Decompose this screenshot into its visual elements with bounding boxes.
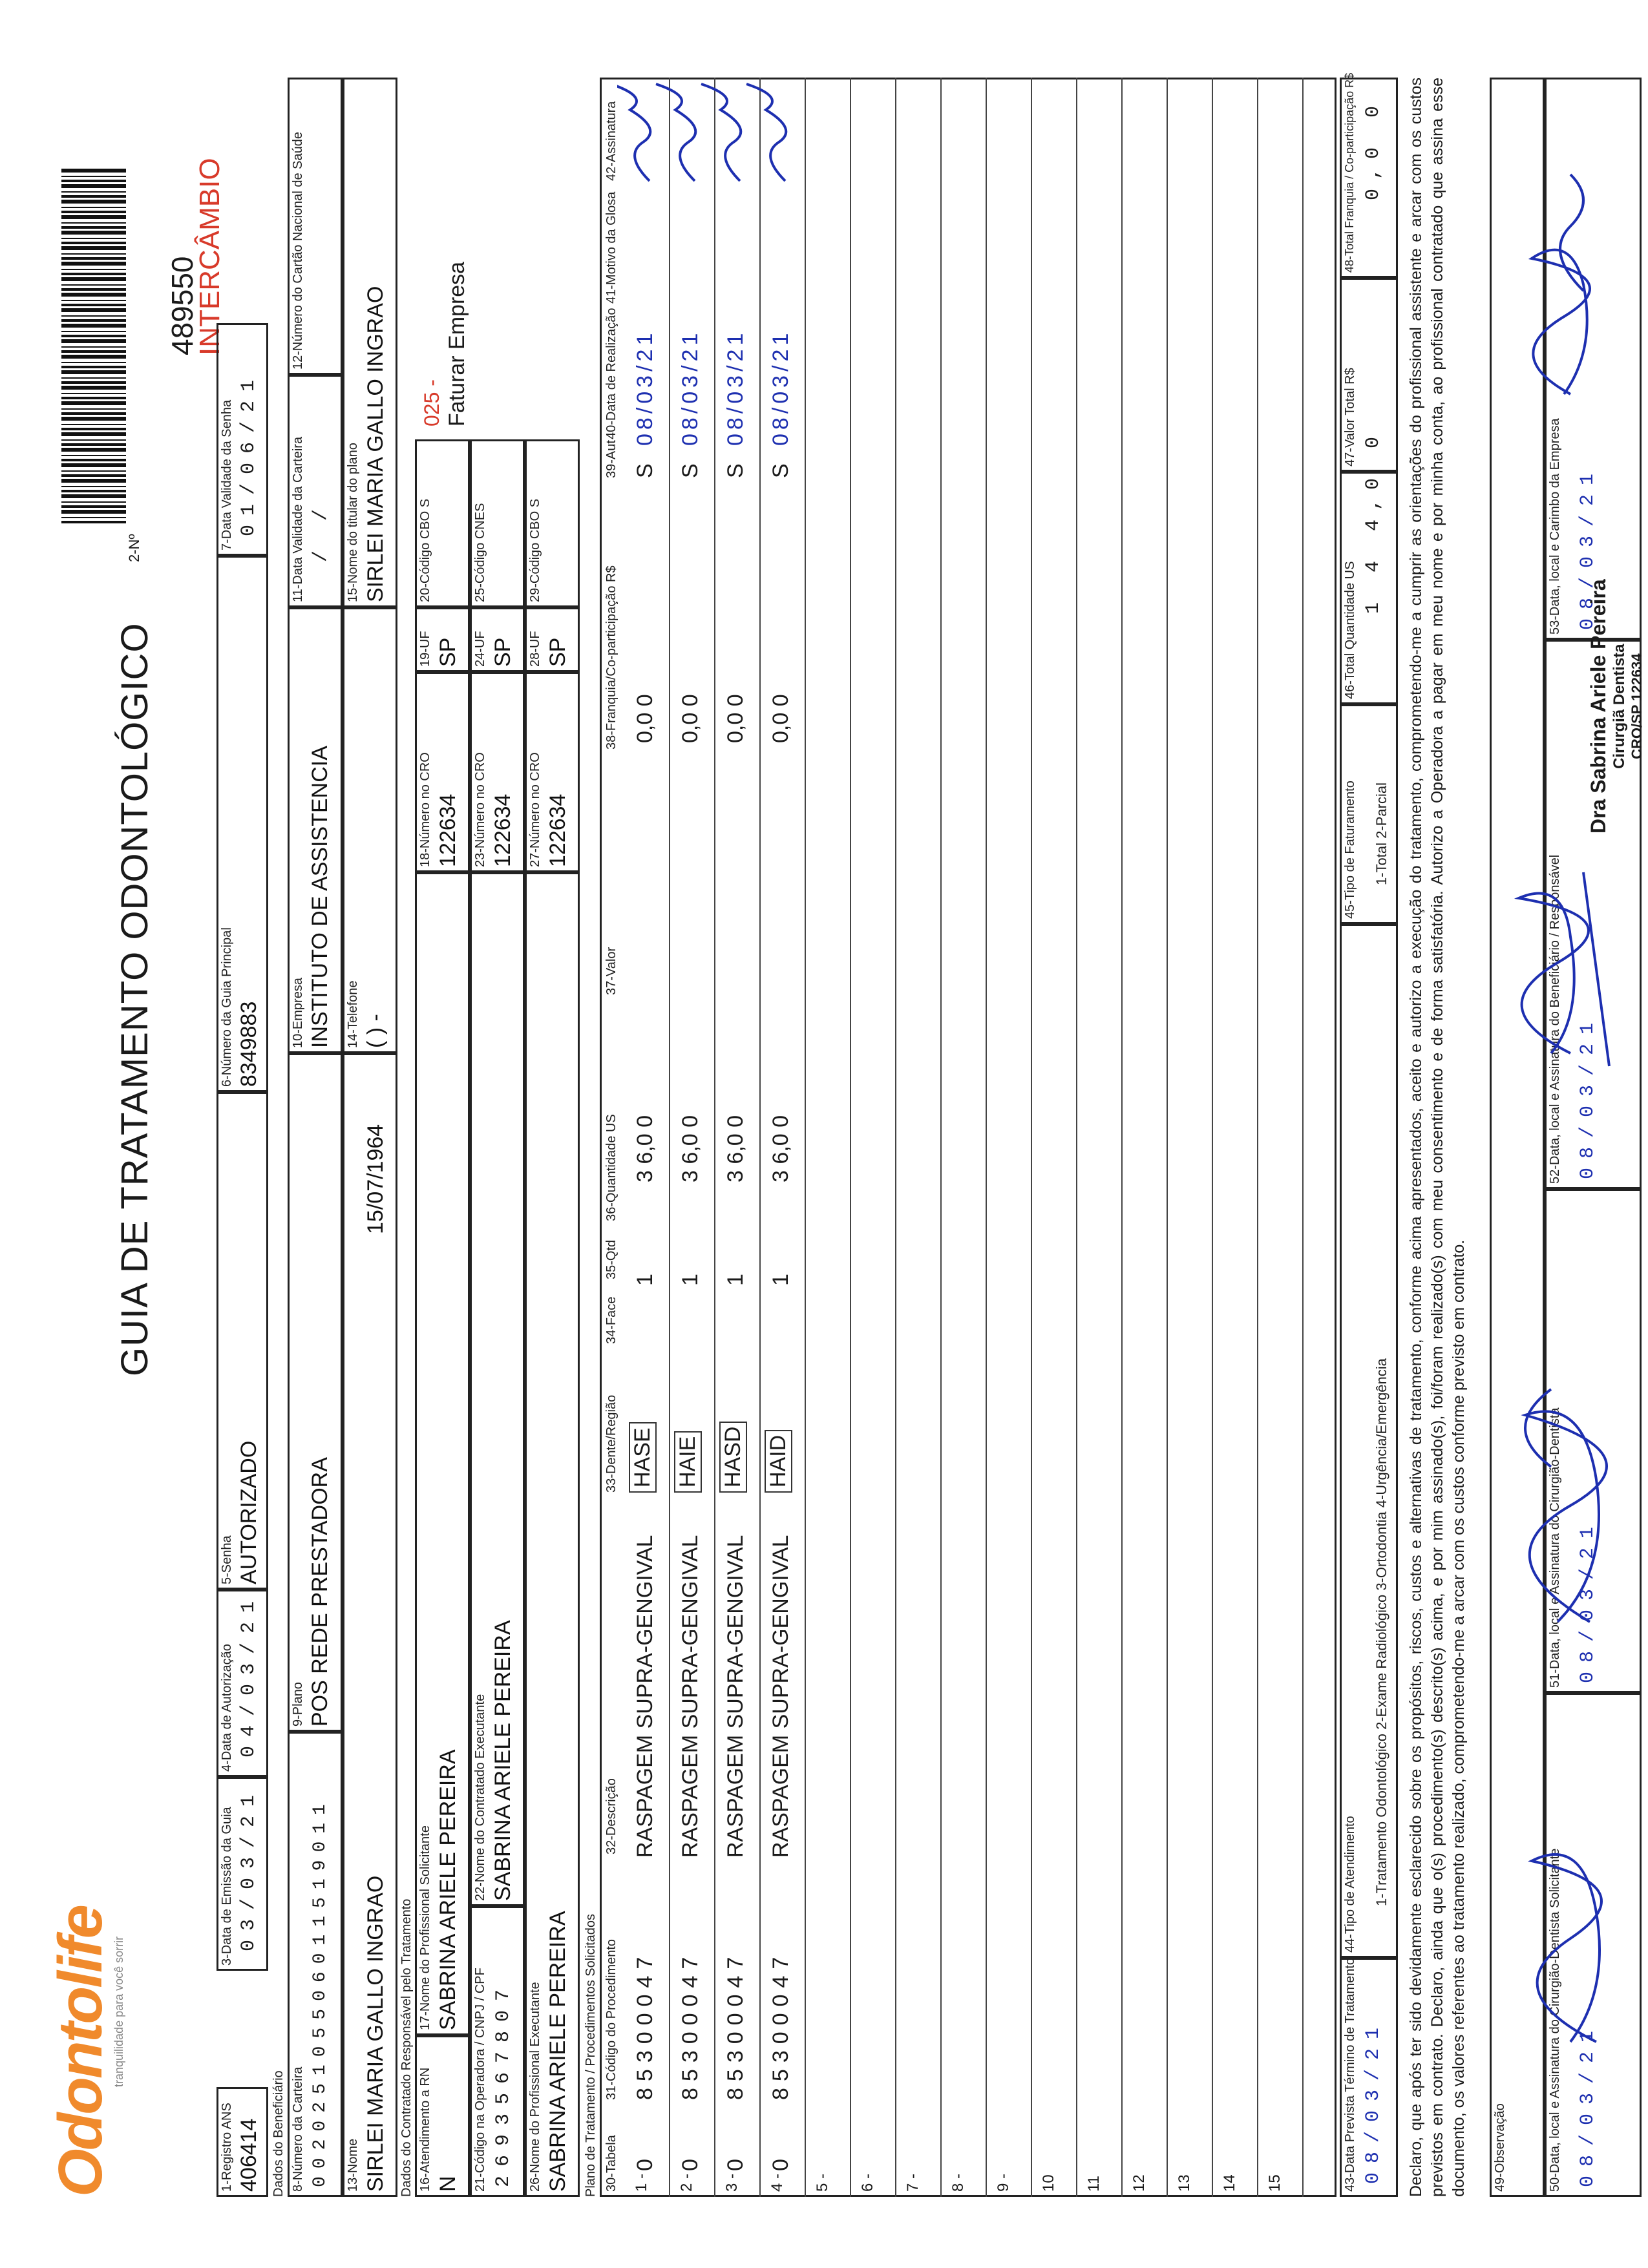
field-6-label: 6-Número da Guia Principal: [220, 927, 234, 1087]
field-7-label: 7-Data Validade da Senha: [220, 399, 234, 551]
field-23-label: 23-Número no CRO: [473, 752, 487, 867]
cell-codigo[interactable]: 85300047: [768, 1950, 793, 2100]
field-21-value[interactable]: 2693567807: [492, 1980, 514, 2187]
field-17-value[interactable]: SABRINA ARIELE PEREIRA: [436, 1749, 460, 2030]
stamp-role: Cirurgiã Dentista: [1611, 644, 1628, 769]
cell-franquia[interactable]: 0,0 0: [768, 694, 793, 743]
field-26-label: 26-Nome do Profissional Executante: [528, 1982, 542, 2192]
section-beneficiario: Dados do Beneficiário: [271, 2070, 286, 2197]
field-3-label: 3-Data de Emissão da Guia: [220, 1807, 234, 1966]
cell-tabela[interactable]: 0: [768, 2159, 793, 2171]
field-28-label: 28-UF: [528, 631, 542, 667]
field-9-label: 9-Plano: [291, 1682, 305, 1727]
cell-data[interactable]: 08/03/21: [633, 329, 657, 446]
brand-tagline: tranquilidade para você sorrir: [112, 1936, 125, 2087]
field-8-value[interactable]: 002025105506011519011: [310, 1796, 330, 2187]
cell-n: 1 -: [633, 2173, 650, 2192]
field-24-label: 24-UF: [473, 631, 487, 667]
cell-codigo[interactable]: 85300047: [633, 1950, 657, 2100]
form-title: GUIA DE TRATAMENTO ODONTOLÓGICO: [114, 622, 156, 1376]
col-assinatura: 42-Assinatura: [604, 101, 618, 181]
intercambio-label: INTERCÂMBIO: [194, 158, 226, 355]
field-18-value[interactable]: 122634: [436, 793, 460, 867]
field-25-label: 25-Código CNES: [473, 503, 487, 602]
field-14-value[interactable]: ( ) -: [363, 1014, 388, 1048]
field-24-value[interactable]: SP: [491, 637, 515, 667]
cell-qtd[interactable]: 1: [723, 1274, 748, 1286]
field-49-label: 49-Observação: [1493, 2103, 1507, 2192]
field-53-value[interactable]: 08/03/21: [1577, 464, 1599, 630]
field-15-label: 15-Nome do titular do plano: [346, 443, 360, 602]
col-data: 40-Data de Realização: [604, 308, 618, 439]
cell-codigo[interactable]: 85300047: [723, 1950, 748, 2100]
section-contratado: Dados do Contratado Responsável pelo Tratamento: [399, 1898, 414, 2197]
cell-n: 13: [1176, 2174, 1193, 2192]
cell-dente[interactable]: HASE: [629, 1422, 657, 1493]
field-13-label: 13-Nome: [346, 2138, 360, 2192]
brand-name: Odontolife: [46, 1906, 115, 2197]
cell-dente[interactable]: HASD: [719, 1422, 747, 1493]
field-44-options[interactable]: 1-Tratamento Odontológico 2-Exame Radiológico 3-Ortodontia 4-Urgência/Emergência: [1373, 1358, 1389, 1906]
field-47-label: 47-Valor Total R$: [1343, 368, 1357, 467]
stamp-cro: CRO/SP 122634: [1629, 653, 1645, 759]
cell-data[interactable]: 08/03/21: [768, 329, 793, 446]
cell-aut[interactable]: S: [723, 463, 748, 478]
cell-n: 12: [1130, 2174, 1148, 2192]
field-15-value[interactable]: SIRLEI MARIA GALLO INGRAO: [363, 286, 388, 602]
field-19-value[interactable]: SP: [436, 637, 460, 667]
cell-us[interactable]: 3 6,0 0: [768, 1115, 793, 1182]
field-52-value[interactable]: 08/03/21: [1577, 1013, 1599, 1179]
field-51-label: 51-Data, local e Assinatura do Cirurgião-Dentista: [1548, 1407, 1562, 1688]
field-44-label: 44-Tipo de Atendimento: [1343, 1816, 1357, 1953]
cell-franquia[interactable]: 0,0 0: [678, 694, 703, 743]
field-27-label: 27-Número no CRO: [528, 752, 542, 867]
field-18-label: 18-Número no CRO: [418, 752, 432, 867]
field-29-label: 29-Código CBO S: [528, 498, 542, 602]
cell-qtd[interactable]: 1: [768, 1274, 793, 1286]
cell-descricao[interactable]: RASPAGEM SUPRA-GENGIVAL: [678, 1535, 703, 1858]
field-27-value[interactable]: 122634: [545, 793, 570, 867]
col-face: 34-Face: [604, 1296, 618, 1344]
cell-n: 14: [1221, 2174, 1238, 2192]
field-48-label: 48-Total Franquia / Co-participação R$: [1343, 72, 1356, 273]
cell-franquia[interactable]: 0,0 0: [723, 694, 748, 743]
col-qtd: 35-Qtd: [604, 1239, 618, 1279]
col-codigo: 31-Código do Procedimento: [604, 1938, 618, 2100]
cell-data[interactable]: 08/03/21: [678, 329, 703, 446]
field-13-value[interactable]: SIRLEI MARIA GALLO INGRAO: [363, 1875, 388, 2192]
field-22-label: 22-Nome do Contratado Executante: [473, 1694, 487, 1901]
cell-n: 11: [1085, 2176, 1103, 2192]
field-28-value[interactable]: SP: [545, 637, 570, 667]
field-6-value[interactable]: 8349883: [237, 1001, 261, 1087]
cell-n: 15: [1266, 2174, 1284, 2192]
cell-data[interactable]: 08/03/21: [723, 329, 748, 446]
col-glosa: 41-Motivo da Glosa: [604, 191, 618, 304]
cell-tabela[interactable]: 0: [678, 2159, 703, 2171]
cell-tabela[interactable]: 0: [723, 2159, 748, 2171]
col-valor: 37-Valor: [604, 947, 618, 995]
field-45-options[interactable]: 1-Total 2-Parcial: [1373, 782, 1389, 885]
cell-n: 7 -: [904, 2173, 922, 2192]
cell-n: 5 -: [814, 2173, 831, 2192]
col-tabela: 30-Tabela: [604, 2135, 618, 2192]
cell-descricao[interactable]: RASPAGEM SUPRA-GENGIVAL: [723, 1535, 748, 1858]
col-us: 36-Quantidade US: [604, 1114, 618, 1221]
billing-code: 025 -: [420, 379, 443, 426]
guide-number-label: 2-Nº: [126, 534, 142, 562]
cell-n: 2 -: [678, 2173, 695, 2192]
field-16-value[interactable]: N: [436, 2176, 460, 2192]
cell-codigo[interactable]: 85300047: [678, 1950, 703, 2100]
field-20-label: 20-Código CBO S: [418, 498, 432, 602]
cell-qtd[interactable]: 1: [678, 1274, 703, 1286]
field-21-label: 21-Código na Operadora / CNPJ / CPF: [473, 1968, 487, 2192]
field-12-label: 12-Número do Cartão Nacional de Saúde: [291, 132, 305, 370]
cell-aut[interactable]: S: [633, 463, 657, 478]
field-45-label: 45-Tipo de Faturamento: [1343, 781, 1357, 919]
cell-n: 10: [1040, 2174, 1057, 2192]
field-4-label: 4-Data de Autorização: [220, 1644, 234, 1772]
declaration-text: Declaro, que após ter sido devidamente esclarecido sobre os propósitos, riscos, custos e alternativas de tratamento, conforme acima apresentados, aceito e autorizo a execução do tratamento, comprometendo-me a cumprir as orientações do profissional assistente e arcar com os custos previstos em contrato. Declaro, ainda que o(s) procedimento(s) descrito(s) acima, e por mim assinado(s), foi/foram realizado(s) com meu consentimento e de forma satisfatória. Autorizo a Operadora a pagar em meu nome e por minha conta, ao profissional contratado que assina esse documento, os valores referentes ao tratamento realizado, comprometendo-me a arcar com os custos conforme previsto em contrato.: [1407, 78, 1468, 2197]
field-14-label: 14-Telefone: [346, 980, 360, 1048]
cell-dente[interactable]: HAID: [765, 1430, 792, 1493]
field-11-label: 11-Data Validade da Carteira: [291, 436, 305, 602]
field-46-label: 46-Total Quantidade US: [1343, 561, 1357, 699]
cell-tabela[interactable]: 0: [633, 2159, 657, 2171]
field-16-label: 16-Atendimento a RN: [418, 2067, 432, 2192]
field-50-label: 50-Data, local e Assinatura do Cirurgião-Dentista Solicitante: [1548, 1848, 1562, 2192]
field-51-value[interactable]: 08/03/21: [1577, 1517, 1599, 1683]
cell-n: 9 -: [995, 2173, 1012, 2192]
guide-number: 489550: [165, 256, 199, 355]
cell-franquia[interactable]: 0,0 0: [633, 694, 657, 743]
cell-n: 3 -: [723, 2173, 741, 2192]
col-descricao: 32-Descrição: [604, 1778, 618, 1854]
field-17-label: 17-Nome do Profissional Solicitante: [418, 1825, 432, 2030]
field-48-value[interactable]: 0,0 0: [1362, 96, 1384, 200]
cell-aut[interactable]: S: [768, 463, 793, 478]
cell-descricao[interactable]: RASPAGEM SUPRA-GENGIVAL: [633, 1535, 657, 1858]
field-53-label: 53-Data, local e Carimbo da Empresa: [1548, 418, 1562, 635]
field-10-value[interactable]: INSTITUTO DE ASSISTENCIA: [308, 746, 332, 1048]
stamp-name: Dra Sabrina Ariele Pereira: [1587, 579, 1610, 834]
field-19-label: 19-UF: [418, 631, 432, 667]
cell-n: 4 -: [768, 2173, 786, 2192]
field-50-value[interactable]: 08/03/21: [1577, 2021, 1599, 2187]
cell-qtd[interactable]: 1: [633, 1274, 657, 1286]
field-11-value[interactable]: / /: [310, 499, 332, 562]
field-46-value[interactable]: 1 4 4,0 0: [1362, 427, 1384, 614]
field-8-label: 8-Número da Carteira: [291, 2066, 305, 2192]
cell-n: 8 -: [949, 2173, 967, 2192]
field-10-label: 10-Empresa: [291, 978, 305, 1048]
field-43-value[interactable]: 08/03/21: [1362, 2018, 1384, 2184]
cell-us[interactable]: 3 6,0 0: [678, 1115, 703, 1182]
col-franquia: 38-Franquia/Co-participação R$: [604, 565, 618, 750]
cell-us[interactable]: 3 6,0 0: [723, 1115, 748, 1182]
field-43-label: 43-Data Prevista Término de Tratamento: [1343, 1957, 1357, 2192]
billing-text: Faturar Empresa: [445, 261, 469, 426]
field-5-value[interactable]: AUTORIZADO: [237, 1440, 261, 1584]
col-aut: 39-Aut: [604, 440, 618, 478]
field-26-value[interactable]: SABRINA ARIELE PEREIRA: [545, 1911, 570, 2192]
birth-date[interactable]: 15/07/1964: [363, 1124, 388, 1234]
cell-us[interactable]: 3 6,0 0: [633, 1115, 657, 1182]
field-22-value[interactable]: SABRINA ARIELE PEREIRA: [491, 1620, 515, 1901]
col-dente: 33-Dente/Região: [604, 1394, 618, 1493]
field-52-label: 52-Data, local e Assinatura do Beneficiário / Responsável: [1548, 854, 1562, 1184]
cell-aut[interactable]: S: [678, 463, 703, 478]
field-3-value[interactable]: 03/03/21: [238, 1785, 260, 1951]
cell-descricao[interactable]: RASPAGEM SUPRA-GENGIVAL: [768, 1535, 793, 1858]
field-1-label: 1-Registro ANS: [220, 2103, 234, 2192]
field-4-value[interactable]: 04/03/21: [238, 1591, 260, 1758]
field-9-value[interactable]: POS REDE PRESTADORA: [308, 1457, 332, 1727]
field-23-value[interactable]: 122634: [491, 793, 515, 867]
field-5-label: 5-Senha: [220, 1535, 234, 1584]
field-1-value[interactable]: 406414: [237, 2118, 261, 2192]
section-plano: Plano de Tratamento / Procedimentos Solicitados: [584, 1913, 598, 2197]
field-7-value[interactable]: 01/06/21: [238, 370, 260, 536]
cell-dente[interactable]: HAIE: [674, 1431, 702, 1493]
cell-n: 6 -: [859, 2173, 876, 2192]
